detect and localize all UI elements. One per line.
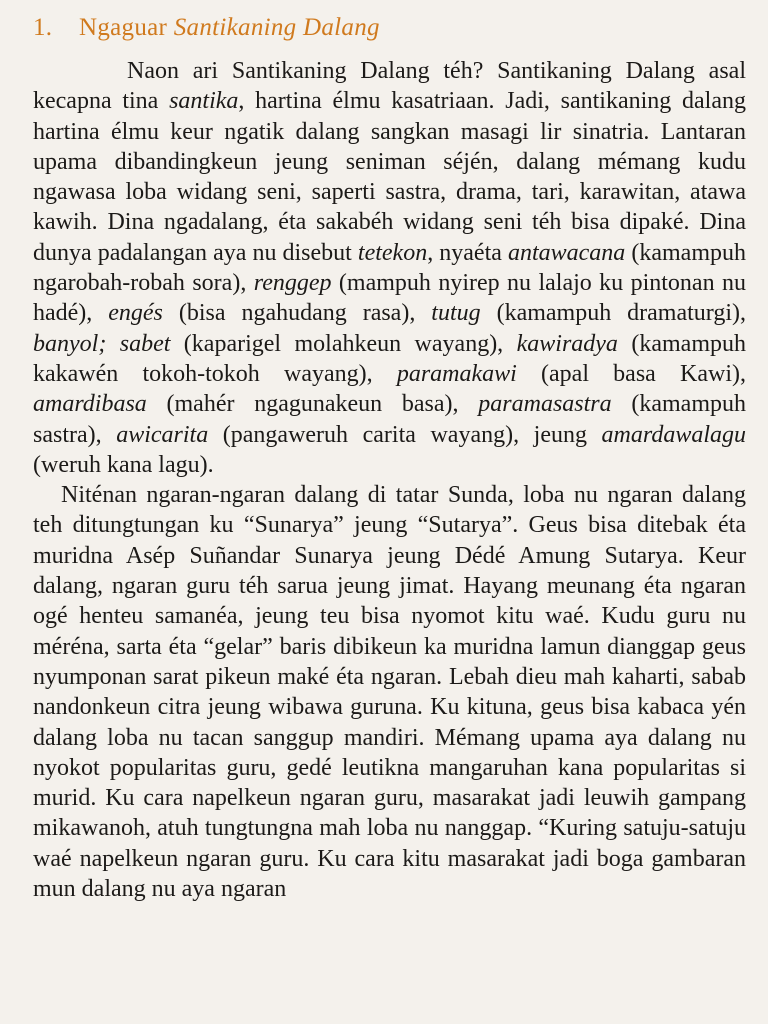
- italic-term: banyol; sabet: [33, 330, 171, 357]
- text-run: (kaparigel molahkeun wayang),: [170, 330, 517, 357]
- italic-term: tutug: [431, 300, 481, 327]
- text-run: Naon ari Santikaning Dalang téh? Santikaning Dalang asal kecapna tina: [33, 58, 746, 115]
- text-run: (kamampuh dramaturgi),: [480, 300, 747, 327]
- italic-term: awicarita: [116, 421, 209, 448]
- italic-term: tetekon: [357, 239, 428, 266]
- section-heading: [33, 14, 746, 42]
- paragraph-2: Niténan ngaran-ngaran dalang di tatar Sunda, loba nu ngaran dalang teh ditungtungan ku “Sunarya” jeung “Sutarya”. Geus bisa ditebak éta muridna Asép Suñandar Sunarya jeung Dédé Amung Sutarya. Keur dalang, ngaran guru téh sarua jeung jimat. Hayang meunang éta ngaran ogé henteu samanéa, jeung teu bisa nyomot kitu waé. Kudu guru nu méréna, sarta éta “gelar” baris dibikeun ka muridna lamun dianggap geus nyumponan sarat pikeun maké éta ngaran. Lebah dieu mah kaharti, sabab nandonkeun citra jeung wibawa guruna. Ku kituna, geus bisa kabaca yén dalang loba nu tacan sanggup mandiri. Mémang upama aya dalang nu nyokot popularitas guru, gedé leutikna mangaruhan kana popularitas si murid. Ku cara napelkeun ngaran guru, masarakat jadi leuwih gampang mikawanoh, atuh tungtungna mah loba nu nanggap. “Kuring satuju-satuju waé napelkeun ngaran guru. Ku cara kitu masarakat jadi boga gambaran mun dalang nu aya ngaran: [33, 482, 746, 903]
- italic-term: santika: [169, 88, 239, 115]
- text-run: (kamampuh sastra),: [33, 391, 746, 448]
- paragraph-1: [33, 56, 746, 480]
- italic-term: engés: [108, 300, 163, 327]
- italic-term: paramakawi: [396, 360, 517, 387]
- italic-term: amardibasa: [33, 391, 147, 418]
- section-title-italic: Santikaning Dalang: [173, 14, 380, 41]
- text-run: (apal basa Kawi),: [516, 360, 746, 387]
- text-run: (pangaweruh carita wayang), jeung: [208, 421, 602, 448]
- text-run: , nyaéta: [427, 239, 508, 266]
- text-run: (weruh kana lagu).: [33, 451, 214, 478]
- italic-term: renggep: [253, 270, 332, 297]
- text-run: (bisa ngahudang rasa),: [162, 300, 432, 327]
- italic-term: amardawalagu: [601, 421, 746, 448]
- text-run: (kamampuh kakawén tokoh-tokoh wayang),: [33, 330, 746, 387]
- text-run: (mampuh nyirep nu lalajo ku pintonan nu hadé),: [33, 270, 746, 327]
- italic-term: kawiradya: [516, 330, 618, 357]
- italic-term: paramasastra: [478, 391, 612, 418]
- section-number: 1.: [33, 14, 53, 41]
- text-run: (kamampuh ngarobah-robah sora),: [33, 239, 746, 297]
- text-run: (mahér ngagunakeun basa),: [146, 391, 479, 418]
- section-title-plain: Ngaguar: [79, 14, 168, 41]
- italic-term: antawacana: [507, 239, 626, 266]
- text-run: , hartina élmu kasatriaan. Jadi, santikaning dalang hartina élmu keur ngatik dalang sangkan masagi lir sinatria. Lantaran upama dibandingkeun jeung seniman séjén, dalang mémang kudu ngawasa loba widang seni, saperti sastra, drama, tari, karawitan, atawa kawih. Dina ngadalang, éta sakabéh widang seni téh bisa dipaké. Dina dunya padalangan aya nu disebut: [33, 88, 746, 266]
